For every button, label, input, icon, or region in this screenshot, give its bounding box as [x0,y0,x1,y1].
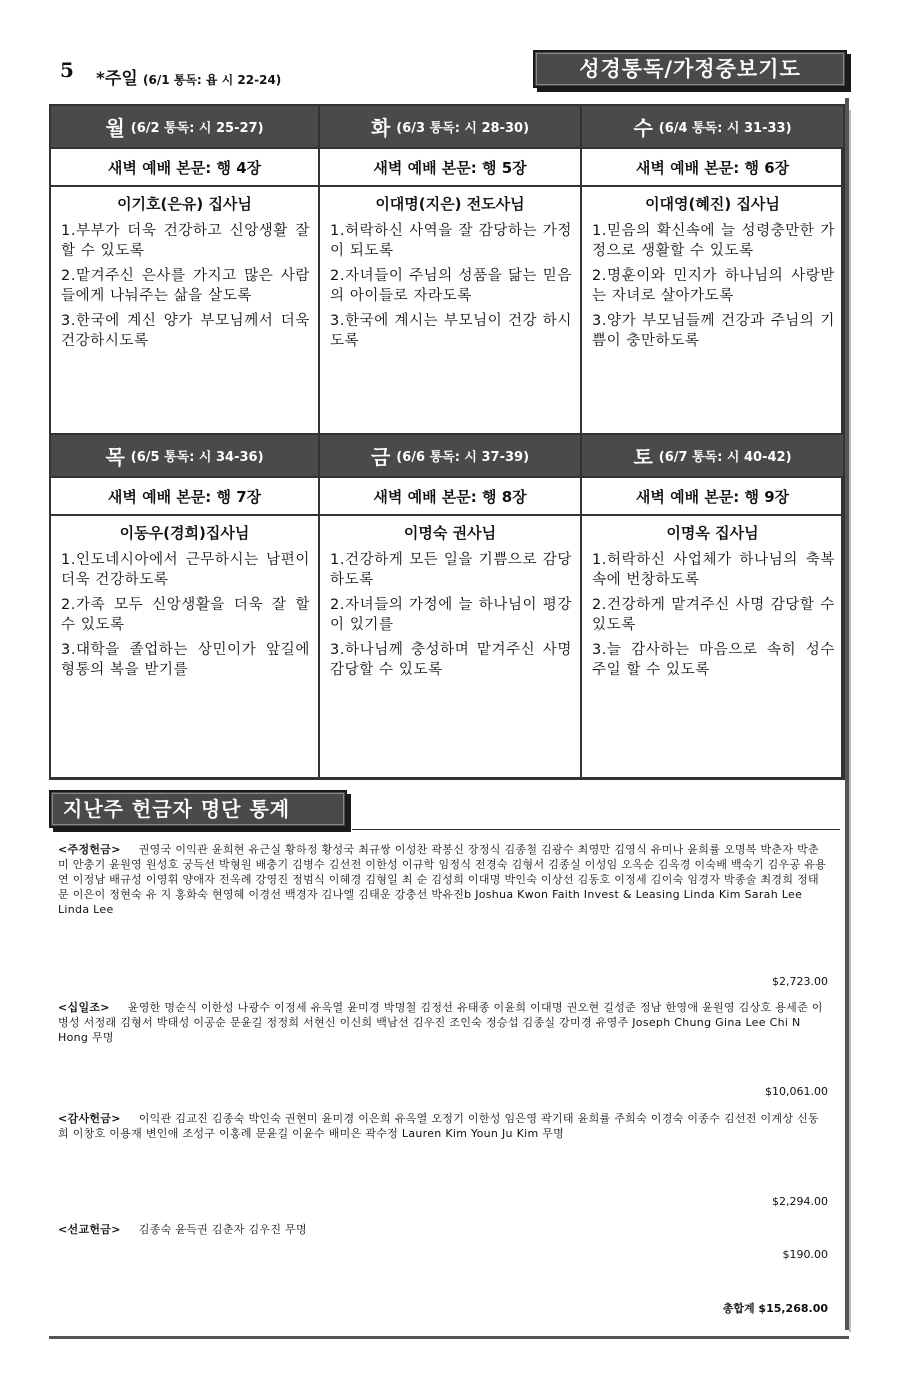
prayer-item: 3.대학을 졸업하는 상민이가 앞길에 형통의 복을 받기를 [61,642,310,678]
prayer-item: 3.양가 부모님들께 건강과 주님의 기쁨이 충만하도록 [592,313,835,349]
offering-names: 김종숙 윤득권 김춘자 김우진 무명 [138,1223,307,1236]
section-title: 성경통독/가정중보기도 [533,50,847,88]
prayer-list [320,548,580,685]
offering-amount: $2,294.00 [772,1195,828,1208]
prayer-item: 1.허락하신 사역을 잘 감당하는 가정이 되도록 [330,223,572,259]
day-header [51,106,318,149]
day-name: 화 [370,116,391,140]
dawn-service-text: 새벽 예배 본문: 행 4장 [51,149,318,187]
day-header [51,435,318,478]
day-reading: (6/7 통독: 시 40-42) [658,450,792,465]
prayer-item: 2.명훈이와 민지가 하나님의 사랑받는 자녀로 살아가도록 [592,268,835,304]
page-number: 5 [60,58,74,82]
right-rule-shadow [849,110,851,1332]
prayer-item: 3.늘 감사하는 마음으로 속히 성수 주일 할 수 있도록 [592,642,835,678]
offering-names: 이익관 김교진 김종숙 박인숙 권현미 윤미경 이은희 유옥열 오정기 이한성 임은영 곽기태 윤희률 주희숙 이경숙 이종수 김선전 이계상 신동희 이창호 이용재 변인애 조성구 이홍례 문윤길 이윤수 배미은 곽수정 Lauren Kim Youn Ju Kim 무명 [58,1112,819,1140]
dawn-service-text: 새벽 예배 본문: 행 5장 [320,149,580,187]
prayer-item: 3.한국에 계신 양가 부모님께서 더욱 건강하시도록 [61,313,310,349]
day-reading: (6/3 통독: 시 28-30) [396,121,530,136]
offering-names: 윤영한 명순식 이한성 나광수 이정세 유옥열 윤미경 박명철 김정선 유태종 이윤희 이대명 권오현 길성준 정남 한영애 윤원영 김상호 용세준 이병성 서정래 김형서 박태성 이공순 문윤길 정정희 서현신 이신희 백남선 김우진 조인숙 정승섭 김종실 강미경 유영주 Joseph Chung Gina Lee Chi N Hong 무명 [58,1001,823,1044]
prayer-list [320,219,580,356]
day-cell-sat [582,435,843,780]
prayer-item: 1.믿음의 확신속에 늘 성령충만한 가정으로 생활할 수 있도록 [592,223,835,259]
prayer-item: 1.부부가 더욱 건강하고 신앙생활 잘 할 수 있도록 [61,223,310,259]
prayer-family: 이동우(경희)집사님 [119,524,250,542]
offering-category [58,1000,828,1045]
offering-category [58,1111,828,1141]
day-reading: (6/6 통독: 시 37-39) [396,450,530,465]
prayer-item: 1.건강하게 모든 일을 기쁨으로 감당하도록 [330,552,572,588]
offering-total: 총합계 $15,268.00 [722,1302,828,1315]
offering-category [58,1222,828,1237]
prayer-item: 3.한국에 계시는 부모님이 건강 하시도록 [330,313,572,349]
offering-label: <선교헌금> [58,1223,121,1236]
offering-amount: $10,061.00 [765,1085,828,1098]
day-name: 월 [105,116,125,140]
day-cell-wed [582,106,843,435]
prayer-item: 2.자녀들의 가정에 늘 하나님이 평강이 있기를 [330,597,572,633]
prayer-list [51,219,318,356]
offering-names: 권영국 이익관 윤희현 유근실 황하정 황성국 최규쌍 이성찬 곽봉신 장정식 김종철 김광수 최영만 김영식 유미나 윤희률 오명복 박춘자 박춘미 안충기 윤원영 원성호 궁득선 박형원 배충기 김병수 김선전 이한성 이규학 임정식 전경숙 김형서 김종실 이성임 오옥순 김옥경 이숙배 백숙기 김우공 유용연 이정남 배규성 이영휘 양애자 전옥례 강영진 정범식 이혜경 김형일 최 순 김성희 이대명 박인숙 이상선 김동호 이정세 김이숙 임경자 박종술 최경희 정태문 이은이 정현숙 유 지 홍화숙 현영혜 이경선 백경자 김나엘 김태운 강충선 박유진b Joshua Kwon Faith Invest & Leasing Linda Kim Sarah Lee Linda Lee [58,843,827,916]
prayer-item: 3.하나님께 충성하며 맡겨주신 사명 감당할 수 있도록 [330,642,572,678]
day-cell-thu [51,435,320,780]
sunday-reading [96,64,281,89]
day-header [320,435,580,478]
prayer-list [51,548,318,685]
offering-label: <십일조> [58,1001,110,1014]
day-header [582,106,843,149]
day-cell-tue [320,106,582,435]
sunday-prefix: * [96,69,105,89]
dawn-service-text: 새벽 예배 본문: 행 7장 [51,478,318,516]
sunday-reading-range: (6/1 통독: 욥 시 22-24) [142,73,282,87]
prayer-item: 1.인도네시아에서 근무하시는 남편이 더욱 건강하도록 [61,552,310,588]
prayer-family: 이대영(혜진) 집사님 [645,195,780,213]
bottom-rule [49,1336,849,1339]
offering-label: <주정헌금> [58,843,121,856]
day-reading: (6/4 통독: 시 31-33) [658,121,792,136]
day-reading: (6/2 통독: 시 25-27) [130,121,264,136]
prayer-item: 2.자녀들이 주님의 성품을 닮는 믿음의 아이들로 자라도록 [330,268,572,304]
day-header [320,106,580,149]
day-name: 토 [633,445,653,469]
day-cell-fri [320,435,582,780]
prayer-family: 이대명(지은) 전도사님 [375,195,525,213]
day-reading: (6/5 통독: 시 34-36) [130,450,264,465]
divider [352,829,840,830]
day-cell-mon [51,106,320,435]
prayer-item: 2.건강하게 맡겨주신 사명 감당할 수 있도록 [592,597,835,633]
prayer-family: 이명옥 집사님 [666,524,759,542]
prayer-item: 1.허락하신 사업체가 하나님의 축복 속에 번창하도록 [592,552,835,588]
offering-amount: $190.00 [782,1248,828,1261]
offering-label: <감사헌금> [58,1112,121,1125]
dawn-service-text: 새벽 예배 본문: 행 9장 [582,478,843,516]
prayer-list [582,219,843,356]
day-name: 목 [105,445,125,469]
weekly-prayer-table [49,104,845,780]
dawn-service-text: 새벽 예배 본문: 행 6장 [582,149,843,187]
prayer-family: 이기호(은유) 집사님 [117,195,252,213]
sunday-label: 주일 [104,69,138,89]
offering-category [58,842,828,917]
prayer-item: 2.가족 모두 신앙생활을 더욱 잘 할 수 있도록 [61,597,310,633]
day-header [582,435,843,478]
offering-stats-title: 지난주 헌금자 명단 통계 [49,790,347,828]
prayer-family: 이명숙 권사님 [403,524,497,542]
day-name: 수 [633,116,653,140]
prayer-item: 2.맡겨주신 은사를 가지고 많은 사람들에게 나눠주는 삶을 살도록 [61,268,310,304]
offering-amount: $2,723.00 [772,975,828,988]
dawn-service-text: 새벽 예배 본문: 행 8장 [320,478,580,516]
prayer-list [582,548,843,685]
day-name: 금 [370,445,391,469]
